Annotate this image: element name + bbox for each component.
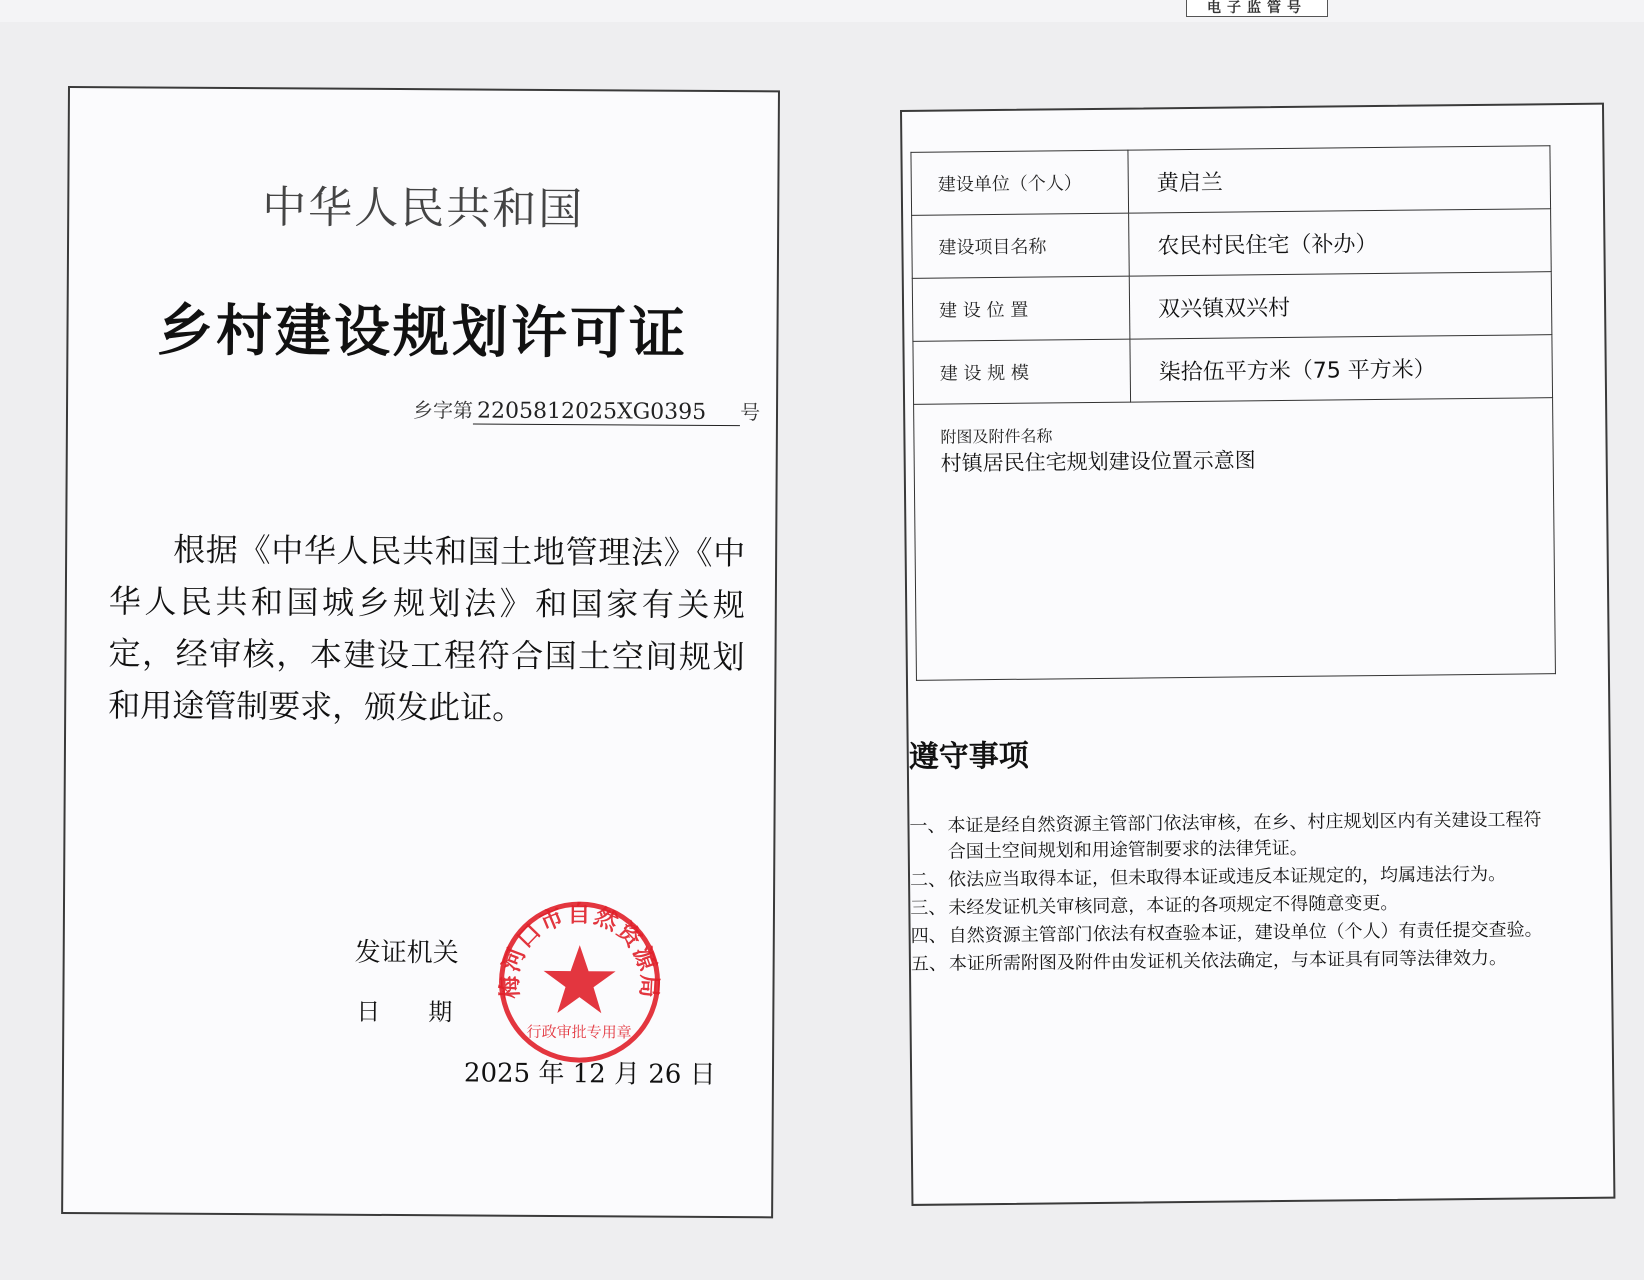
top-paper-edge [0,0,1644,22]
project-info-table [910,145,1556,681]
table-row [913,335,1553,405]
date-label: 日期 [356,997,501,1027]
issuing-authority-label: 发证机关 [354,937,459,969]
field-value: 黄启兰 [1128,146,1551,213]
table-row [912,209,1552,279]
notice-number: 一、 [909,815,946,837]
field-value: 农民村民住宅（补办） [1129,209,1552,276]
certificate-number-suffix: 号 [740,400,761,425]
attachments-label: 附图及附件名称 [940,426,1053,447]
notice-title: 遵守事项 [908,738,1029,775]
field-label: 建设项目名称 [912,213,1130,278]
list-item [910,889,1550,922]
notice-number: 三、 [910,897,947,919]
attachments-value: 村镇居民住宅规划建设位置示意图 [940,448,1256,476]
notice-text: 本证是经自然资源主管部门依法审核，在乡、村庄规划区内有关建设工程符合国土空间规划和用途管制要求的法律凭证。 [947,809,1542,863]
seal-ring-text: 梅河口市自然资源局 [497,901,663,1001]
certificate-title: 乡村建设规划许可证 [156,298,689,367]
seal-star-icon [543,945,615,1013]
list-item [910,861,1550,894]
seal-bottom-text: 行政审批专用章 [526,1022,632,1042]
notice-text: 依法应当取得本证，但未取得本证或违反本证规定的，均属违法行为。 [947,863,1507,891]
field-label: 建 设 规 模 [913,339,1131,404]
notice-number: 四、 [910,925,947,947]
notice-list [909,807,1551,980]
country-name: 中华人民共和国 [262,182,585,236]
issue-date: 2025 年 12 月 26 日 [463,1058,716,1090]
certificate-cover-page [61,86,780,1218]
table-row [912,272,1552,342]
notice-text: 自然资源主管部门依法有权查验本证，建设单位（个人）有责任提交查验。 [948,919,1543,947]
certificate-number-prefix: 乡字第 [412,398,474,423]
notice-number: 五、 [910,953,948,975]
supervision-number-tab [1186,0,1328,17]
field-label: 建设单位（个人） [911,150,1129,215]
attachments-cell [914,398,1556,681]
official-seal-icon [494,897,665,1068]
issuance-statement: 根据《中华人民共和国土地管理法》《中华人民共和国城乡规划法》和国家有关规定，经审核，本建设工程符合国土空间规划和用途管制要求，颁发此证。 [108,530,746,727]
field-value: 双兴镇双兴村 [1129,272,1552,339]
supervision-number-label: 电子监管号 [1207,0,1307,16]
notice-number: 二、 [909,869,947,891]
table-row [911,146,1551,216]
notice-text: 未经发证机关审核同意，本证的各项规定不得随意变更。 [948,892,1399,919]
field-label: 建 设 位 置 [912,276,1130,341]
list-item [911,945,1551,978]
notice-text: 本证所需附图及附件由发证机关依法确定，与本证具有同等法律效力。 [948,947,1508,975]
certificate-number-line [413,394,760,426]
certificate-number: 2205812025XG0395 [473,398,740,426]
list-item [909,807,1550,866]
certificate-details-page [900,103,1615,1206]
list-item [911,917,1551,950]
table-row [914,398,1556,681]
field-value: 柒拾伍平方米（75 平方米） [1130,335,1553,402]
